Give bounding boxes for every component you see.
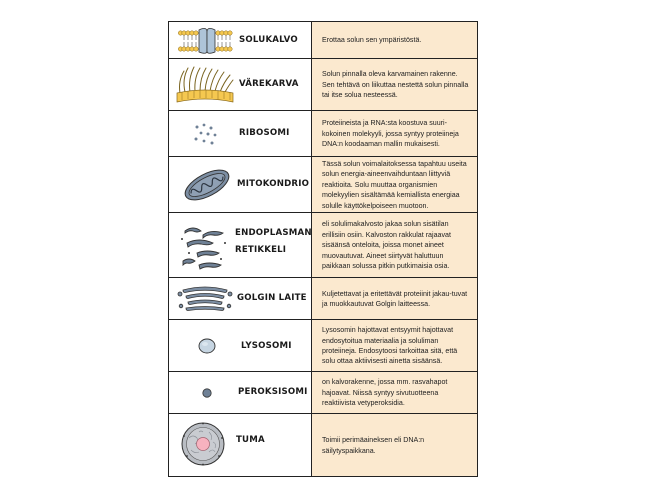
organelle-description: Proteiineista ja RNA:sta koostuva suuri-kokoinen molekyyli, jossa syntyy proteiineja DNA:n koodaaman mallin mukaisesti. [322, 119, 459, 149]
organelle-description: Solun pinnalla oleva karvamainen rakenne. Sen tehtävä on liikuttaa nestettä solun pinnalla tai itse solua nesteessä. [322, 70, 469, 100]
organelle-name: ENDOPLASMAN [235, 228, 312, 238]
cilia-icon [176, 65, 234, 105]
nucleus-icon [179, 420, 227, 468]
organelle-description: Toimii perimäaineksen eli DNA:n säilytyspaikkana. [322, 436, 425, 455]
organelle-cell [169, 111, 312, 156]
organelle-cell [169, 372, 312, 413]
organelle-description-cell [312, 414, 477, 476]
golgi-apparatus-icon [177, 284, 233, 314]
organelle-description-cell [312, 111, 477, 156]
cell-membrane-icon [178, 28, 234, 54]
organelle-row [169, 157, 477, 213]
organelle-name: MITOKONDRIO [237, 179, 310, 189]
organelle-table [168, 21, 478, 477]
organelle-description-cell [312, 59, 477, 110]
ribosome-icon [193, 123, 219, 147]
organelle-row [169, 22, 477, 59]
organelle-description-cell [312, 213, 477, 277]
endoplasmic-reticulum-icon [179, 221, 229, 273]
organelle-name: TUMA [236, 435, 265, 445]
lysosome-icon [197, 337, 217, 355]
organelle-name: SOLUKALVO [239, 35, 298, 45]
organelle-description: on kalvorakenne, jossa mm. rasvahapot hajoavat. Niissä syntyy sivutuotteena reaktiivista vetyperoksidia. [322, 378, 448, 408]
organelle-description-cell [312, 320, 477, 371]
organelle-cell [169, 157, 312, 212]
organelle-description: Erottaa solun sen ympäristöstä. [322, 36, 422, 45]
organelle-name: VÄREKARVA [239, 79, 299, 89]
organelle-name: LYSOSOMI [241, 341, 292, 351]
organelle-name: RIBOSOMI [239, 128, 290, 138]
organelle-row [169, 414, 477, 476]
organelle-cell [169, 320, 312, 371]
organelle-row [169, 111, 477, 157]
organelle-cell [169, 22, 312, 58]
organelle-description: Kuljetettavat ja eritettävät proteiinit jakau-tuvat ja muokkautuvat Golgin laitteessa. [322, 289, 468, 308]
organelle-description-cell [312, 157, 477, 212]
organelle-name: GOLGIN LAITE [237, 293, 307, 303]
organelle-row [169, 278, 477, 320]
organelle-row [169, 59, 477, 111]
organelle-name: PEROKSISOMI [238, 387, 308, 397]
organelle-cell [169, 213, 312, 277]
organelle-cell [169, 278, 312, 319]
mitochondrion-icon [181, 167, 233, 203]
organelle-description: Lysosomin hajottavat entsyymit hajottavat endosytoitua materiaalia ja soluliman proteiineja. Endosytoosi tarkoittaa sitä, että solu ottaa aktiivisesti ainetta sisäänsä. [322, 326, 458, 366]
organelle-row [169, 372, 477, 414]
organelle-name: RETIKKELI [235, 245, 287, 255]
organelle-description-cell [312, 278, 477, 319]
organelle-row [169, 320, 477, 372]
organelle-description-cell [312, 372, 477, 413]
organelle-description: Tässä solun voimalaitoksessa tapahtuu useita solun energia-aineenvaihduntaan liittyviä reaktioita. Solu muuttaa organismien molekyylien sisältämää kemiallista energiaa solulle käyttökelpoiseen muotoon. [322, 159, 467, 210]
organelle-description-cell [312, 22, 477, 58]
peroxisome-icon [201, 387, 213, 399]
organelle-cell [169, 59, 312, 110]
organelle-row [169, 213, 477, 278]
organelle-cell [169, 414, 312, 476]
organelle-description: eli solulimakalvosto jakaa solun sisätilan erillisiin osiin. Kalvoston rakkulat rajaavat sisäänsä onteloita, joissa monet aineet muovautuvat. Aineet siirtyvät haluttuun paikkaan solussa pitkin putkimaisia osia. [322, 220, 451, 271]
